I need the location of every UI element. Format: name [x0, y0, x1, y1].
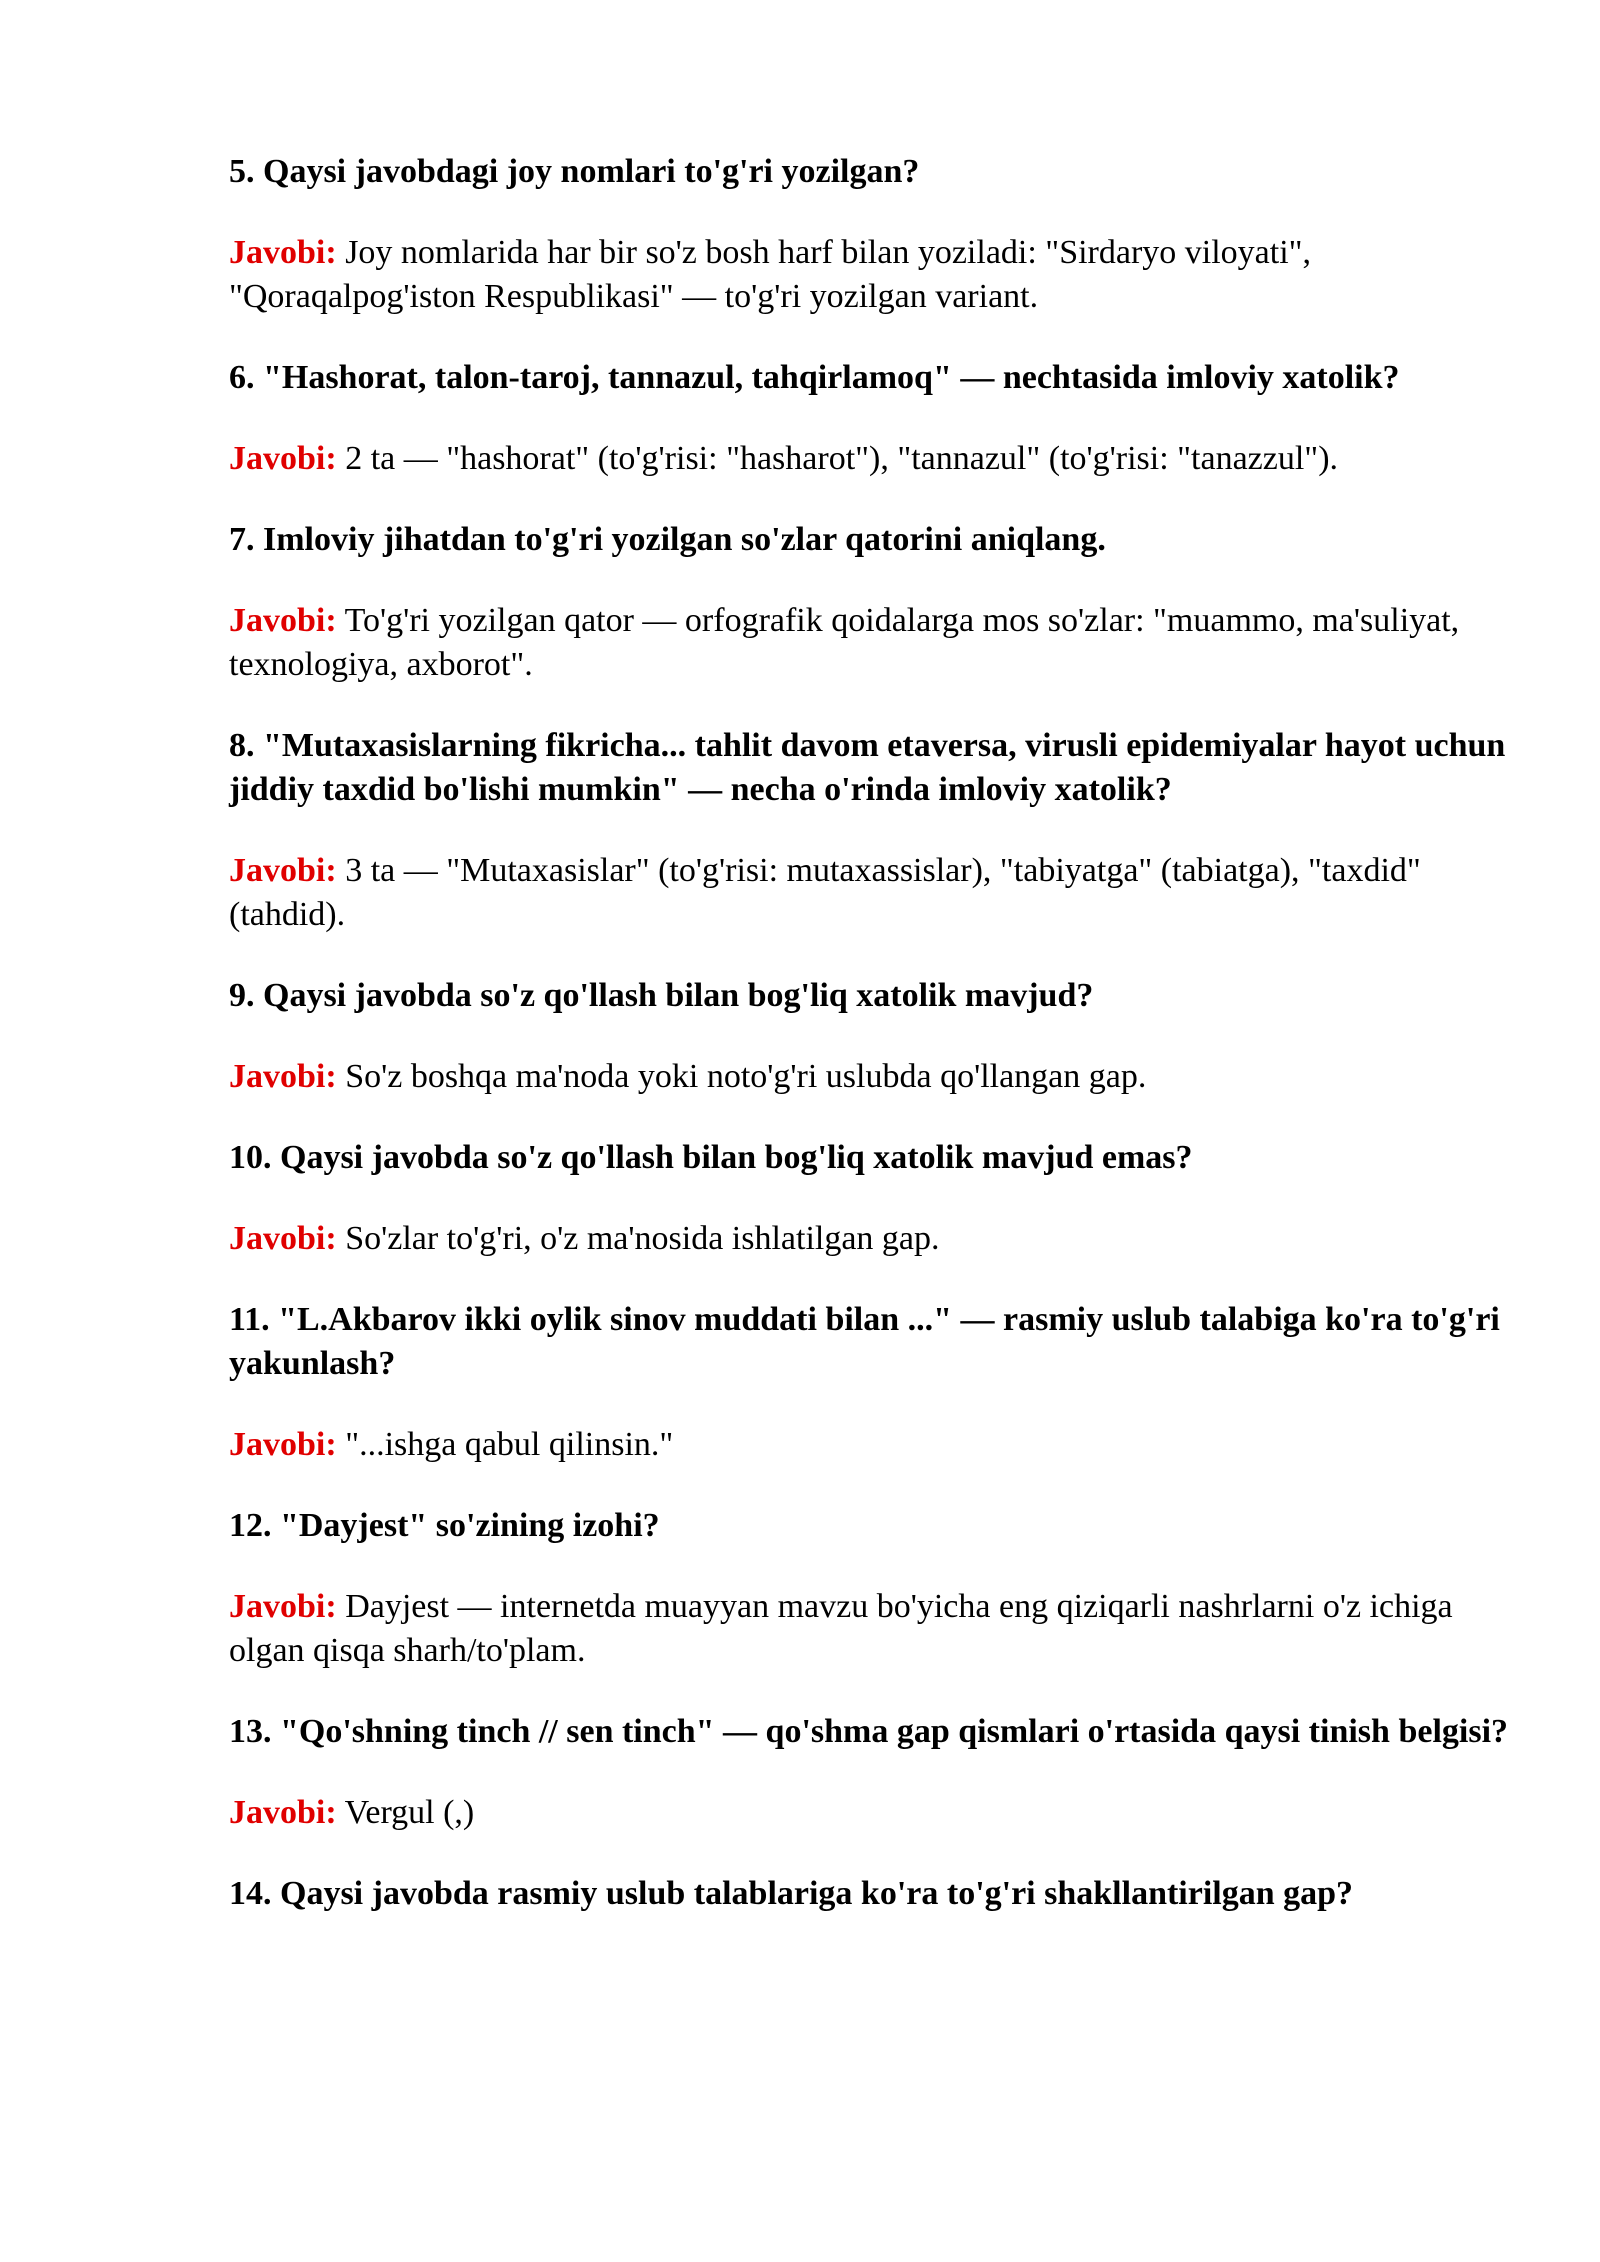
answer-5 — [229, 231, 1519, 319]
answer-label: Javobi: — [229, 1426, 337, 1463]
qa-item-9 — [229, 974, 1519, 1099]
question-5: 5. Qaysi javobdagi joy nomlari to'g'ri yozilgan? — [229, 153, 920, 190]
answer-9 — [229, 1055, 1519, 1099]
qa-item-11 — [229, 1298, 1519, 1467]
answer-text: 2 ta — "hashorat" (to'g'risi: "hasharot"), "tannazul" (to'g'risi: "tanazzul"). — [336, 440, 1339, 477]
answer-text: So'z boshqa ma'noda yoki noto'g'ri uslubda qo'llangan gap. — [336, 1058, 1147, 1095]
question-11: 11. "L.Akbarov ikki oylik sinov muddati bilan ..." — rasmiy uslub talabiga ko'ra to'g'ri yakunlash? — [229, 1301, 1500, 1382]
question-13: 13. "Qo'shning tinch // sen tinch" — qo'shma gap qismlari o'rtasida qaysi tinish belgisi? — [229, 1713, 1509, 1750]
answer-text: "...ishga qabul qilinsin." — [336, 1426, 674, 1463]
answer-label: Javobi: — [229, 1794, 337, 1831]
answer-text: So'zlar to'g'ri, o'z ma'nosida ishlatilgan gap. — [336, 1220, 940, 1257]
answer-label: Javobi: — [229, 440, 337, 477]
question-12: 12. "Dayjest" so'zining izohi? — [229, 1507, 660, 1544]
answer-7 — [229, 599, 1519, 687]
answer-text: Dayjest — internetda muayyan mavzu bo'yicha eng qiziqarli nashrlarni o'z ichiga olgan qisqa sharh/to'plam. — [229, 1588, 1453, 1669]
answer-11 — [229, 1423, 1519, 1467]
answer-8 — [229, 849, 1519, 937]
answer-13 — [229, 1791, 1519, 1835]
answer-6 — [229, 437, 1519, 481]
answer-label: Javobi: — [229, 1058, 337, 1095]
qa-item-5 — [229, 150, 1519, 319]
question-9: 9. Qaysi javobda so'z qo'llash bilan bog'liq xatolik mavjud? — [229, 977, 1094, 1014]
answer-10 — [229, 1217, 1519, 1261]
answer-label: Javobi: — [229, 852, 337, 889]
document-page — [229, 150, 1519, 1953]
qa-item-14 — [229, 1872, 1519, 1916]
question-14: 14. Qaysi javobda rasmiy uslub talablariga ko'ra to'g'ri shakllantirilgan gap? — [229, 1875, 1354, 1912]
qa-item-12 — [229, 1504, 1519, 1673]
question-10: 10. Qaysi javobda so'z qo'llash bilan bog'liq xatolik mavjud emas? — [229, 1139, 1193, 1176]
answer-text: Vergul (,) — [336, 1794, 475, 1831]
answer-12 — [229, 1585, 1519, 1673]
qa-item-6 — [229, 356, 1519, 481]
answer-text: Joy nomlarida har bir so'z bosh harf bilan yoziladi: "Sirdaryo viloyati", "Qoraqalpog'iston Respublikasi" — to'g'ri yozilgan variant. — [229, 234, 1312, 315]
answer-text: To'g'ri yozilgan qator — orfografik qoidalarga mos so'zlar: "muammo, ma'suliyat, texnologiya, axborot". — [229, 602, 1460, 683]
question-8: 8. "Mutaxasislarning fikricha... tahlit davom etaversa, virusli epidemiyalar hayot uchun jiddiy taxdid bo'lishi mumkin" — necha o'rinda imloviy xatolik? — [229, 727, 1506, 808]
qa-item-13 — [229, 1710, 1519, 1835]
answer-text: 3 ta — "Mutaxasislar" (to'g'risi: mutaxassislar), "tabiyatga" (tabiatga), "taxdid" (tahdid). — [229, 852, 1421, 933]
qa-item-7 — [229, 518, 1519, 687]
question-7: 7. Imloviy jihatdan to'g'ri yozilgan so'zlar qatorini aniqlang. — [229, 521, 1106, 558]
qa-item-10 — [229, 1136, 1519, 1261]
answer-label: Javobi: — [229, 234, 337, 271]
answer-label: Javobi: — [229, 1588, 337, 1625]
question-6: 6. "Hashorat, talon-taroj, tannazul, tahqirlamoq" — nechtasida imloviy xatolik? — [229, 359, 1400, 396]
qa-item-8 — [229, 724, 1519, 937]
answer-label: Javobi: — [229, 1220, 337, 1257]
answer-label: Javobi: — [229, 602, 337, 639]
